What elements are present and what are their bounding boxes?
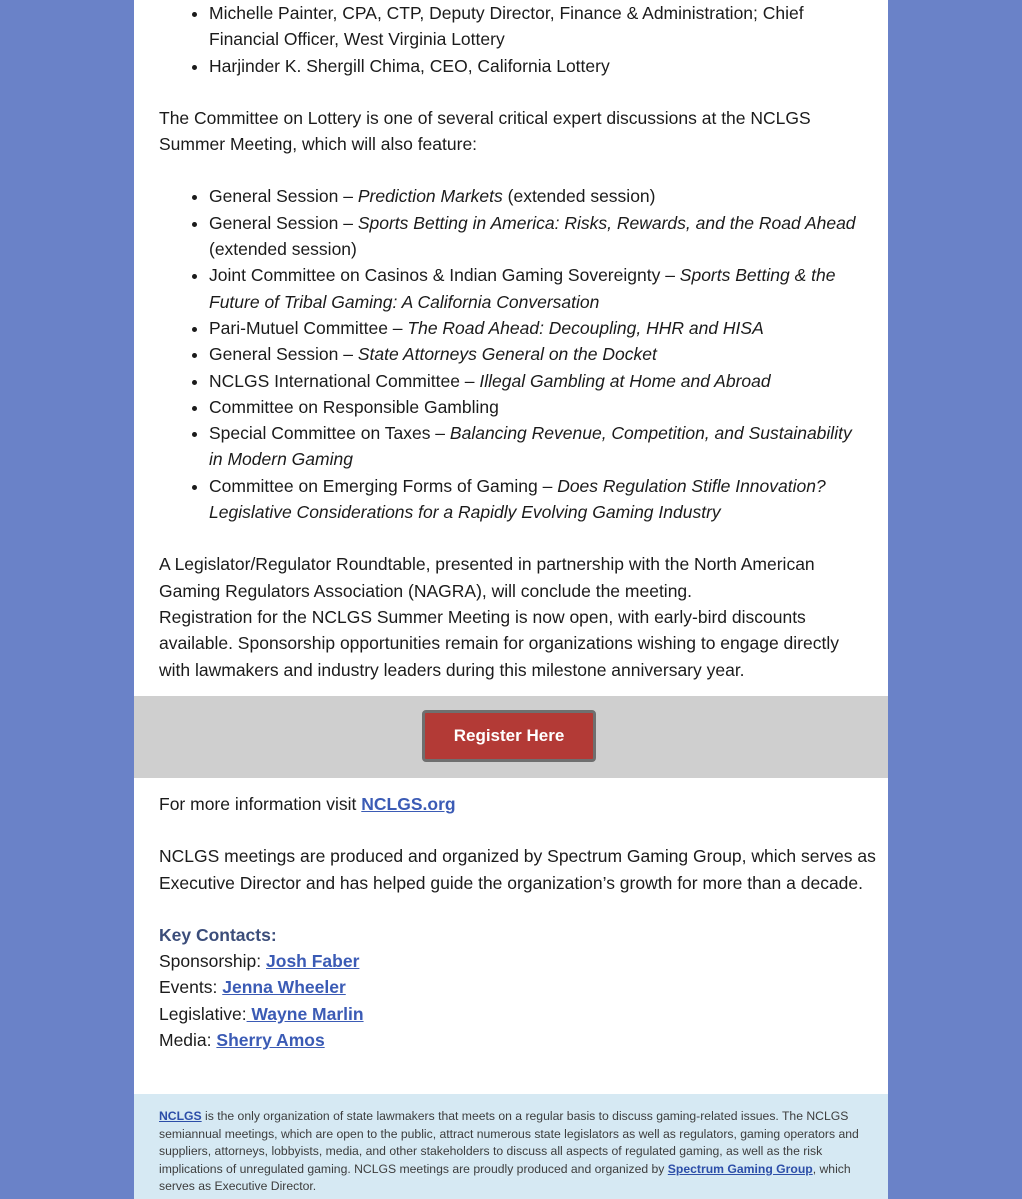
list-item: • Committee on Emerging Forms of Gaming – Does Regulation Stifle Innovation? Legislative Considerations for a Rapidly Evolving Gaming Industry [209,473,863,526]
email-body [134,0,888,1199]
cta-band [134,696,888,778]
contacts-title: Key Contacts: [159,924,277,945]
register-button[interactable]: Register Here [422,710,596,762]
contact-link-josh-faber[interactable]: Josh Faber [266,951,360,972]
intro-paragraph: The Committee on Lottery is one of several critical expert discussions at the NCLGS Summer Meeting, which will also feature: [159,107,811,155]
list-item: • Michelle Painter, CPA, CTP, Deputy Director, Finance & Administration; Chief Financial Officer, West Virginia Lottery [209,0,863,53]
more-info: For more information visit NCLGS.org [159,794,456,814]
roundtable-paragraph: A Legislator/Regulator Roundtable, presented in partnership with the North American Gaming Regulators Association (NAGRA), will conclude the meeting. [159,554,815,601]
list-item: • Pari-Mutuel Committee – The Road Ahead: Decoupling, HHR and HISA [209,315,863,341]
footer: NCLGS is the only organization of state lawmakers that meets on a regular basis to discuss gaming-related issues. The NCLGS semiannual meetings, which are open to the public, attract numerous state legislators as well as regulators, gaming operators and suppliers, attorneys, lobbyists, media, and other stakeholders to discuss all aspects of regulated gaming, as well as the risk implications of unregulated gaming. NCLGS meetings are proudly produced and organized by Spectrum Gaming Group, which serves as Executive Director. [134,1094,888,1199]
contact-link-wayne-marlin[interactable]: Wayne Marlin [246,1003,364,1024]
list-item: • Committee on Responsible Gambling [209,394,863,420]
list-item: • Special Committee on Taxes – Balancing Revenue, Competition, and Sustainability in Modern Gaming [209,420,863,473]
footer-nclgs-link[interactable]: NCLGS [159,1109,202,1123]
contact-link-sherry-amos[interactable]: Sherry Amos [216,1030,325,1051]
lower-content [134,791,888,1053]
contact-link-jenna-wheeler[interactable]: Jenna Wheeler [222,977,346,998]
produced-paragraph: NCLGS meetings are produced and organized by Spectrum Gaming Group, which serves as Executive Director and has helped guide the organization’s growth for more than a decade. [159,846,876,893]
list-item: • Joint Committee on Casinos & Indian Gaming Sovereignty – Sports Betting & the Future of Tribal Gaming: A California Conversation [209,262,863,315]
main-content [134,0,888,683]
nclgs-link[interactable]: NCLGS.org [361,794,456,814]
list-item: • General Session – Prediction Markets (extended session) [209,183,863,209]
list-item: • General Session – Sports Betting in America: Risks, Rewards, and the Road Ahead (extended session) [209,210,863,263]
speaker-list [159,0,863,79]
session-list [159,183,863,525]
list-item: • General Session – State Attorneys General on the Docket [209,341,863,367]
list-item: • NCLGS International Committee – Illegal Gambling at Home and Abroad [209,368,863,394]
contact-events: Events: Jenna Wheeler [159,977,346,998]
contact-legislative: Legislative: Wayne Marlin [159,1003,364,1024]
list-item: • Harjinder K. Shergill Chima, CEO, California Lottery [209,53,863,79]
registration-paragraph: Registration for the NCLGS Summer Meeting is now open, with early-bird discounts available. Sponsorship opportunities remain for organizations wishing to engage directly with lawmakers and industry leaders during this milestone anniversary year. [159,606,839,680]
footer-spectrum-link[interactable]: Spectrum Gaming Group [667,1161,813,1176]
contact-sponsorship: Sponsorship: Josh Faber [159,951,360,972]
contact-media: Media: Sherry Amos [159,1030,325,1051]
